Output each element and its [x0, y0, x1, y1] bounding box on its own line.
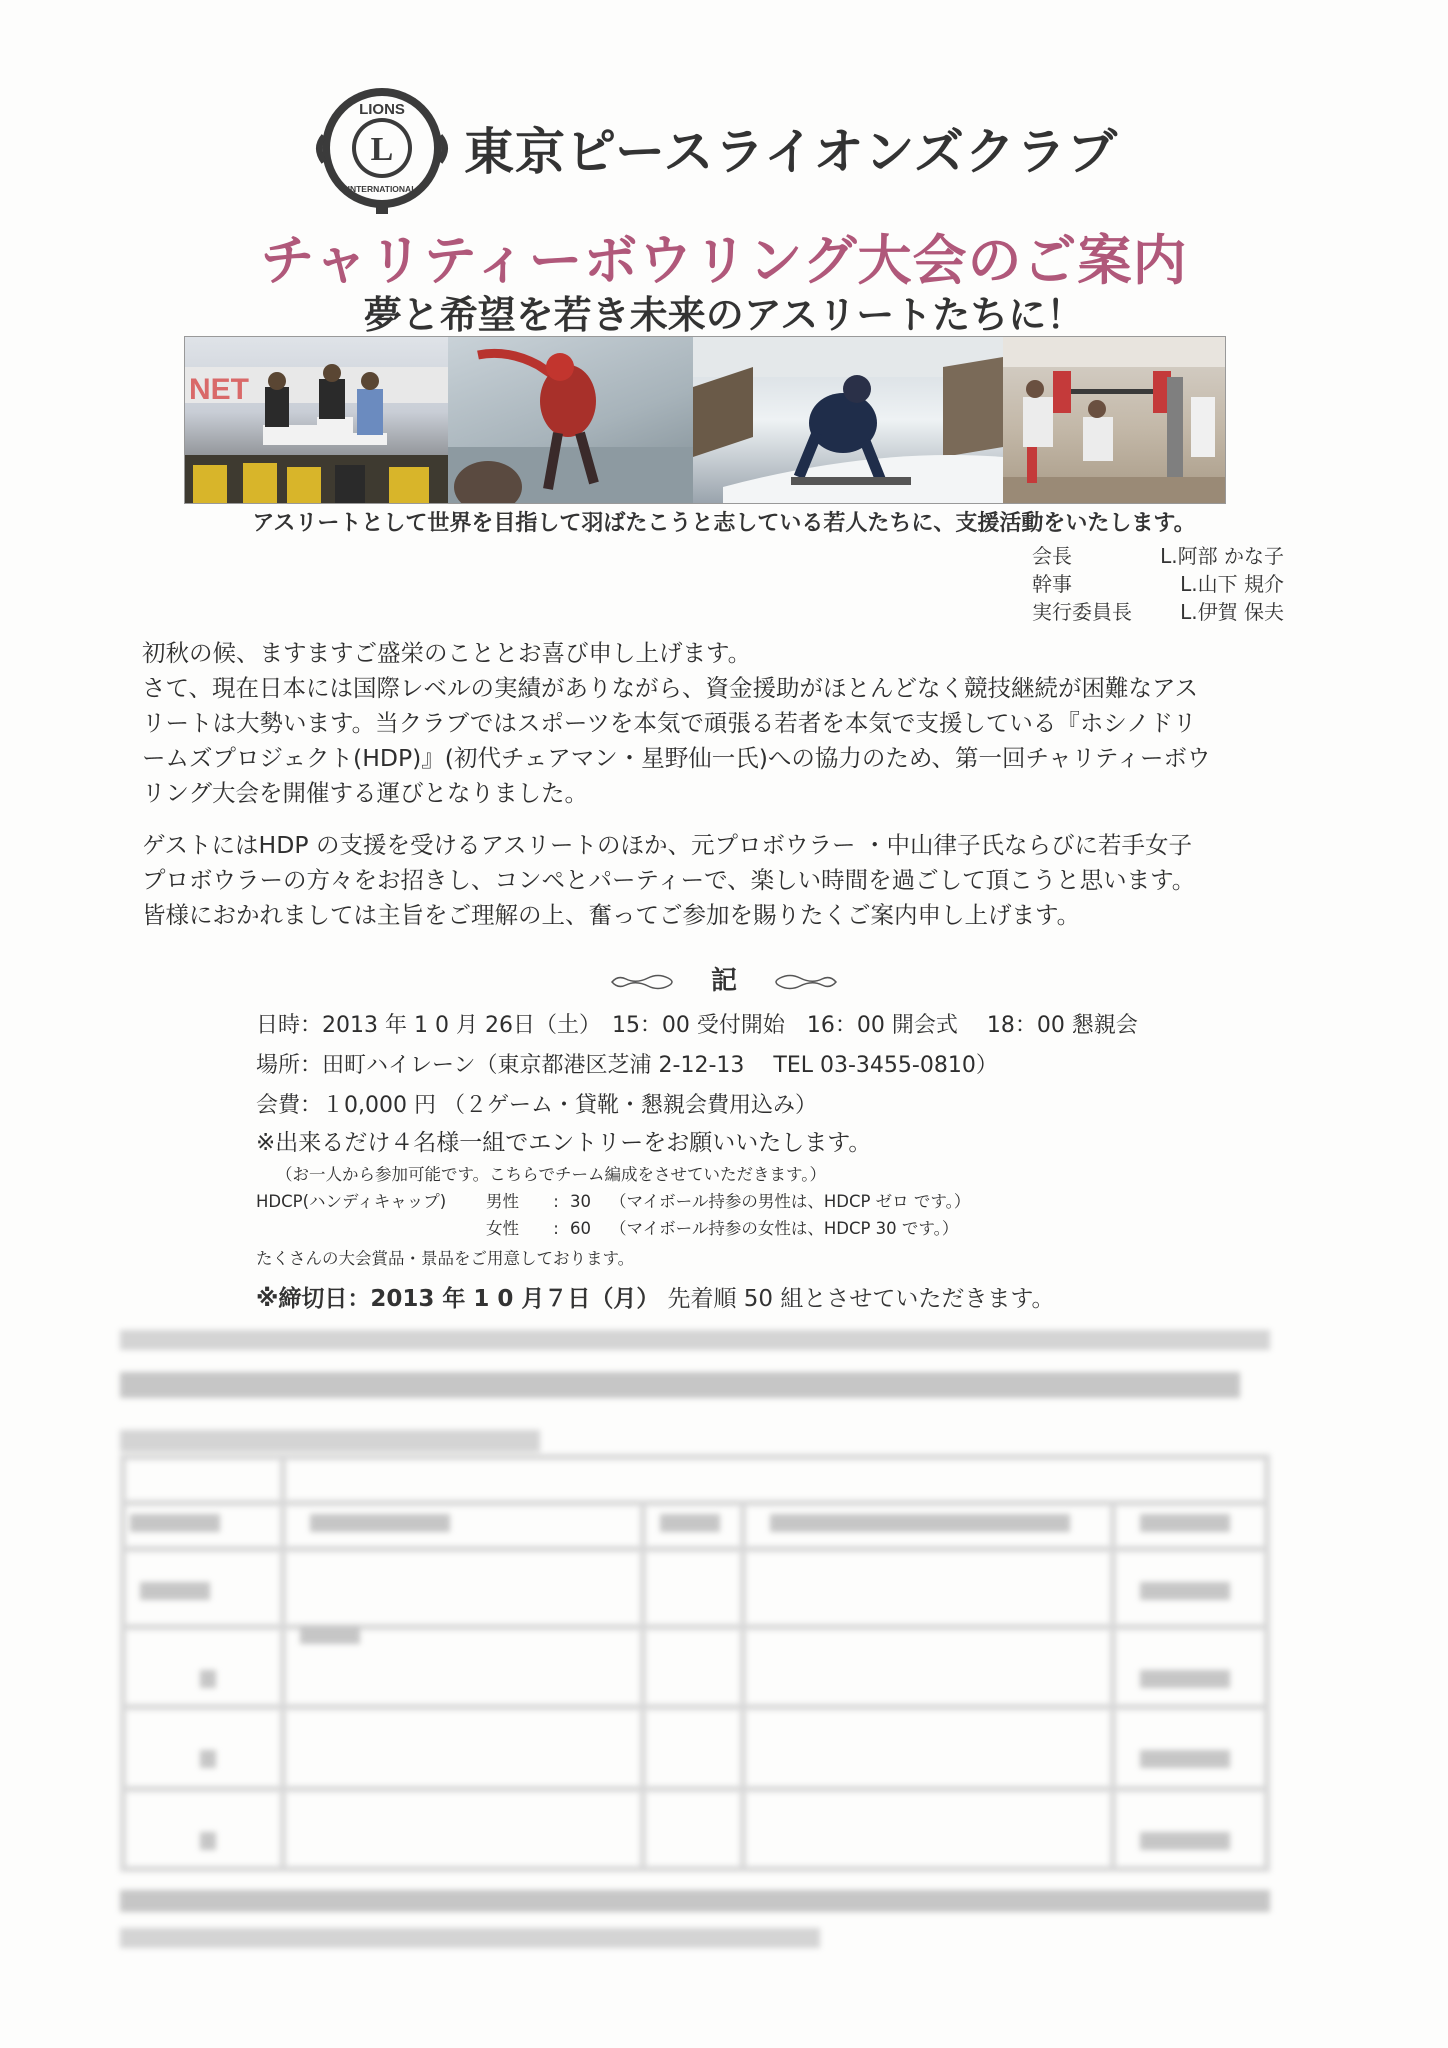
hdcp-note: （マイボール持参の女性は、HDCP 30 です。）	[610, 1219, 959, 1238]
svg-text:NET: NET	[189, 373, 249, 406]
bowling-pin-icon	[768, 973, 838, 991]
logo-letter: L	[370, 131, 394, 168]
club-name: 東京ピースライオンズクラブ	[464, 123, 1118, 181]
ki-label: 記	[710, 966, 737, 996]
photo-caption: アスリートとして世界を目指して羽ばたこうと志している若人たちに、支援活動をいたします。	[252, 511, 1196, 536]
bowling-pin-icon	[610, 973, 680, 991]
officers-list	[1032, 542, 1284, 626]
medal-ceremony-photo	[185, 337, 448, 503]
lions-international-logo	[312, 84, 452, 216]
officer-name: L.伊賀 保夫	[1180, 600, 1284, 624]
officer-role: 実行委員長	[1032, 600, 1132, 624]
guest-paragraph	[142, 828, 1302, 933]
skeleton-athlete-photo	[693, 337, 1003, 503]
body-line: リング大会を開催する運びとなりました。	[142, 779, 589, 807]
deadline-line	[256, 1280, 1055, 1313]
officer-name: L.阿部 かな子	[1160, 544, 1284, 568]
hdcp-colon: :	[553, 1219, 559, 1238]
hdcp-note: （マイボール持参の男性は、HDCP ゼロ です。）	[610, 1192, 971, 1211]
officer-role: 会長	[1032, 544, 1072, 568]
hdcp-value: 30	[570, 1192, 591, 1211]
ki-heading	[0, 960, 1448, 997]
hdcp-value: 60	[570, 1219, 591, 1238]
athlete-photo-strip	[184, 336, 1226, 504]
body-line: ームズプロジェクト(HDP)』(初代チェアマン・星野仙一氏)への協力のため、第一回チャリティーボウ	[142, 744, 1211, 772]
officer-row	[1032, 570, 1284, 598]
hdcp-colon: :	[553, 1192, 559, 1211]
hdcp-row-female	[256, 1215, 1138, 1242]
deadline-date: ※締切日：2013 年 1 0 月７日（月）	[256, 1286, 660, 1312]
weightlifter-photo	[1003, 337, 1225, 503]
speed-skater-photo	[448, 337, 693, 503]
event-details	[256, 1006, 1138, 1272]
event-fee: 会費：１0,000 円 （２ゲーム・貸靴・懇親会費用込み）	[256, 1093, 817, 1118]
hdcp-label: HDCP(ハンディキャップ)	[256, 1192, 447, 1211]
deadline-capacity: 先着順 50 組とさせていただきます。	[667, 1286, 1055, 1312]
body-line: さて、現在日本には国際レベルの実績がありながら、資金援助がほとんどなく競技継続が困難なアス	[142, 674, 1199, 702]
officer-row	[1032, 542, 1284, 570]
logo-text-bottom: INTERNATIONAL	[347, 184, 417, 194]
body-line: リートは大勢います。当クラブではスポーツを本気で頑張る若者を本気で支援している『ホシノドリ	[142, 709, 1197, 737]
event-place: 場所：田町ハイレーン（東京都港区芝浦 2-12-13 TEL 03-3455-0810）	[256, 1053, 998, 1078]
hdcp-label-spacer	[256, 1215, 486, 1242]
body-line: プロボウラーの方々をお招きし、コンペとパーティーで、楽しい時間を過ごして頂こうと思います。	[142, 866, 1196, 894]
hdcp-gender: 男性	[486, 1192, 519, 1211]
event-title: チャリティーボウリング大会のご案内	[260, 229, 1188, 292]
tagline: 夢と希望を若き未来のアスリートたちに！	[363, 293, 1085, 337]
officer-name: L.山下 規介	[1180, 572, 1284, 596]
single-entry-note: （お一人から参加可能です。こちらでチーム編成をさせていただきます。）	[276, 1165, 826, 1184]
officer-row	[1032, 598, 1284, 626]
body-line: 初秋の候、ますますご盛栄のこととお喜び申し上げます。	[142, 639, 752, 667]
entry-note: ※出来るだけ４名様一組でエントリーをお願いいたします。	[256, 1130, 872, 1156]
prizes-note: たくさんの大会賞品・景品をご用意しております。	[256, 1249, 635, 1268]
body-line: 皆様におかれましては主旨をご理解の上、奮ってご参加を賜りたくご案内申し上げます。	[142, 901, 1081, 929]
hdcp-gender: 女性	[486, 1219, 519, 1238]
body-line: ゲストにはHDP の支援を受けるアスリートのほか、元プロボウラー ・中山律子氏ならびに若手女子	[142, 831, 1192, 859]
logo-text-top: LIONS	[359, 101, 405, 118]
pixelated-entry-form	[120, 1324, 1270, 1964]
hdcp-row-male	[256, 1188, 1138, 1215]
event-datetime: 日時：2013 年 1 0 月 26日（土） 15：00 受付開始 16：00 開会式 18：00 懇親会	[256, 1013, 1138, 1038]
greeting-paragraph	[142, 636, 1302, 811]
officer-role: 幹事	[1032, 572, 1072, 596]
